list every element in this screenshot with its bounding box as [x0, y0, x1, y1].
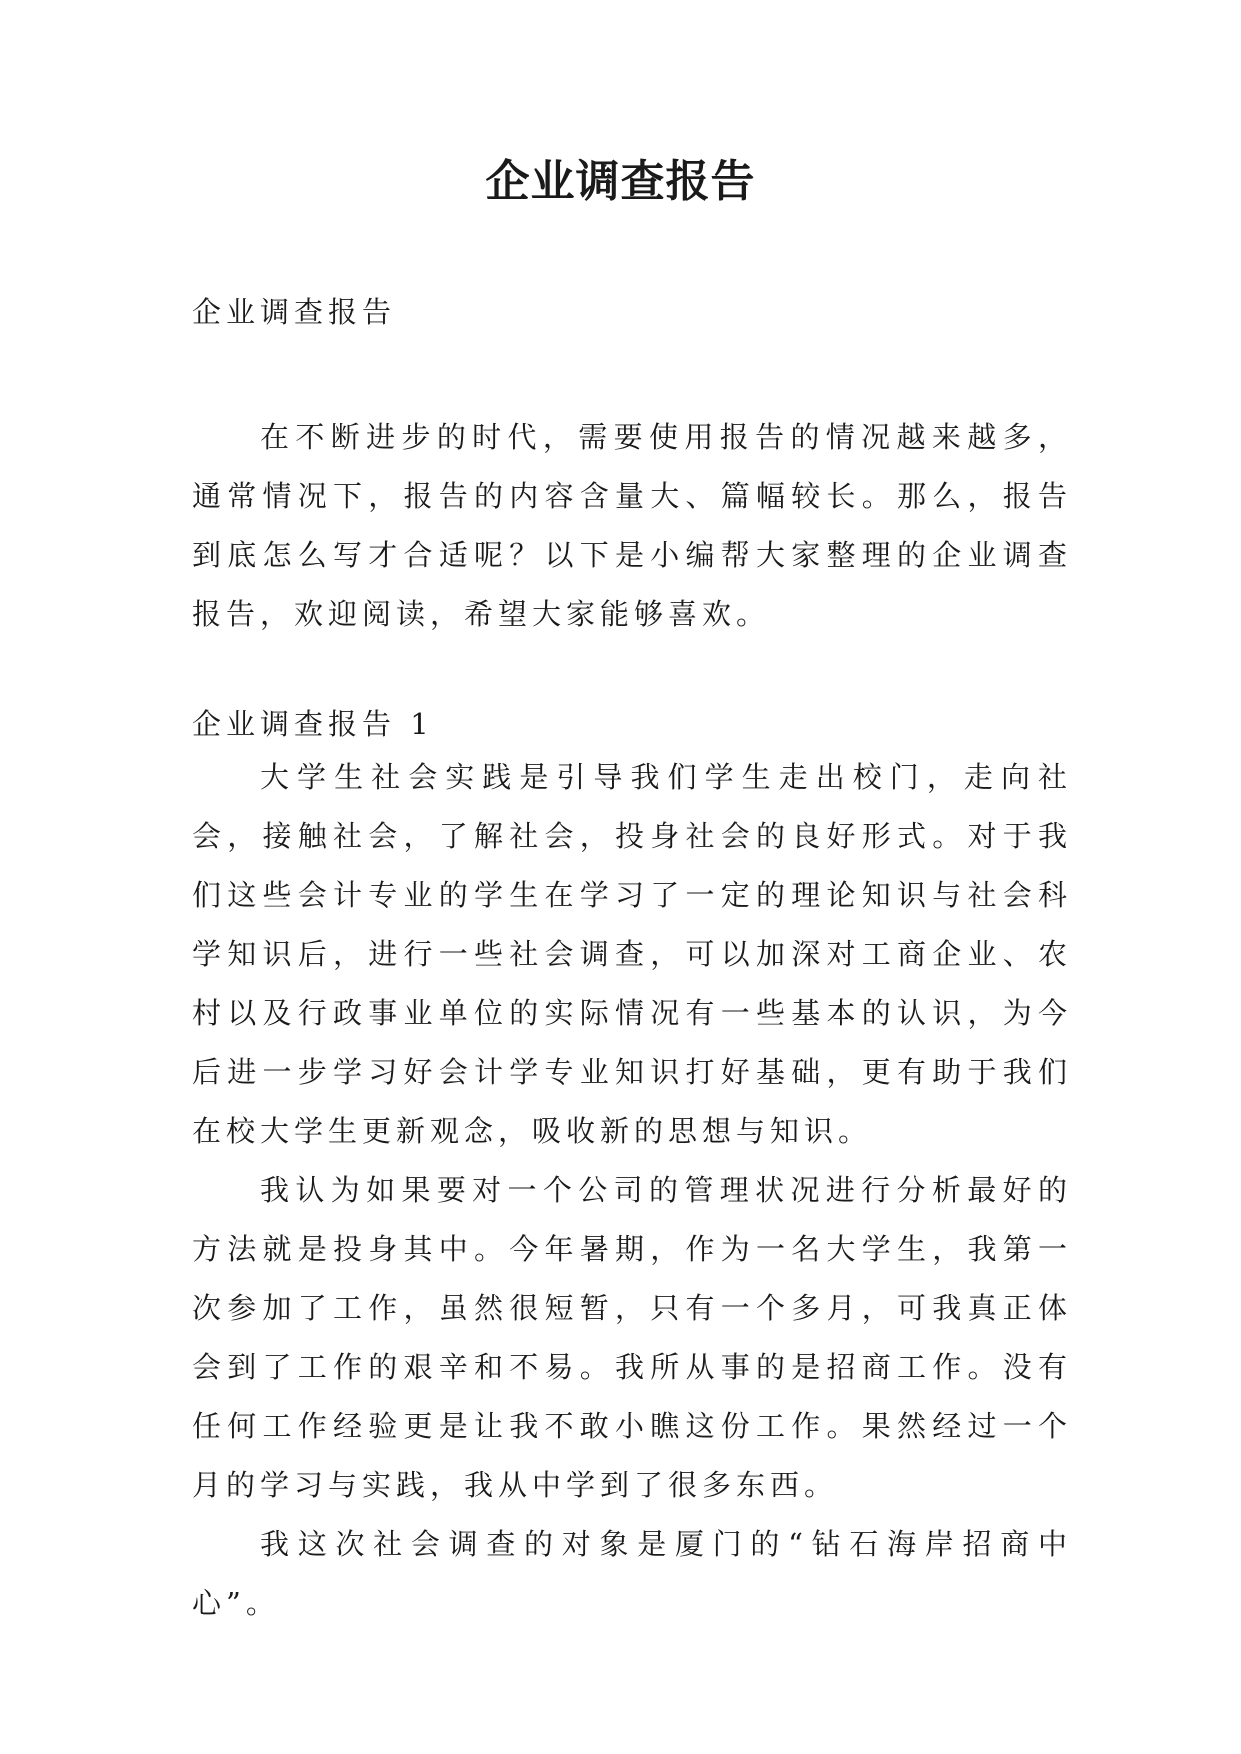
body-paragraph: 我认为如果要对一个公司的管理状况进行分析最好的方法就是投身其中。今年暑期，作为一名大学生，我第一次参加了工作，虽然很短暂，只有一个多月，可我真正体会到了工作的艰辛和不易。我所从事的是招商工作。没有任何工作经验更是让我不敢小瞧这份工作。果然经过一个月的学习与实践，我从中学到了很多东西。 — [192, 1173, 1072, 1502]
body-paragraph: 我这次社会调查的对象是厦门的“钻石海岸招商中心”。 — [192, 1527, 1072, 1620]
body-paragraph: 大学生社会实践是引导我们学生走出校门，走向社会，接触社会，了解社会，投身社会的良好形式。对于我们这些会计专业的学生在学习了一定的理论知识与社会科学知识后，进行一些社会调查，可以加深对工商企业、农村以及行政事业单位的实际情况有一些基本的认识，为今后进一步学习好会计学专业知识打好基础，更有助于我们在校大学生更新观念，吸收新的思想与知识。 — [192, 760, 1072, 1148]
intro-paragraph: 在不断进步的时代，需要使用报告的情况越来越多，通常情况下，报告的内容含量大、篇幅较长。那么，报告到底怎么写才合适呢？以下是小编帮大家整理的企业调查报告，欢迎阅读，希望大家能够喜欢。 — [192, 420, 1072, 631]
section-heading: 企业调查报告 1 — [192, 707, 434, 741]
section-body — [192, 748, 1072, 1633]
document-subtitle: 企业调查报告 — [192, 295, 397, 329]
document-title: 企业调查报告 — [485, 156, 756, 207]
